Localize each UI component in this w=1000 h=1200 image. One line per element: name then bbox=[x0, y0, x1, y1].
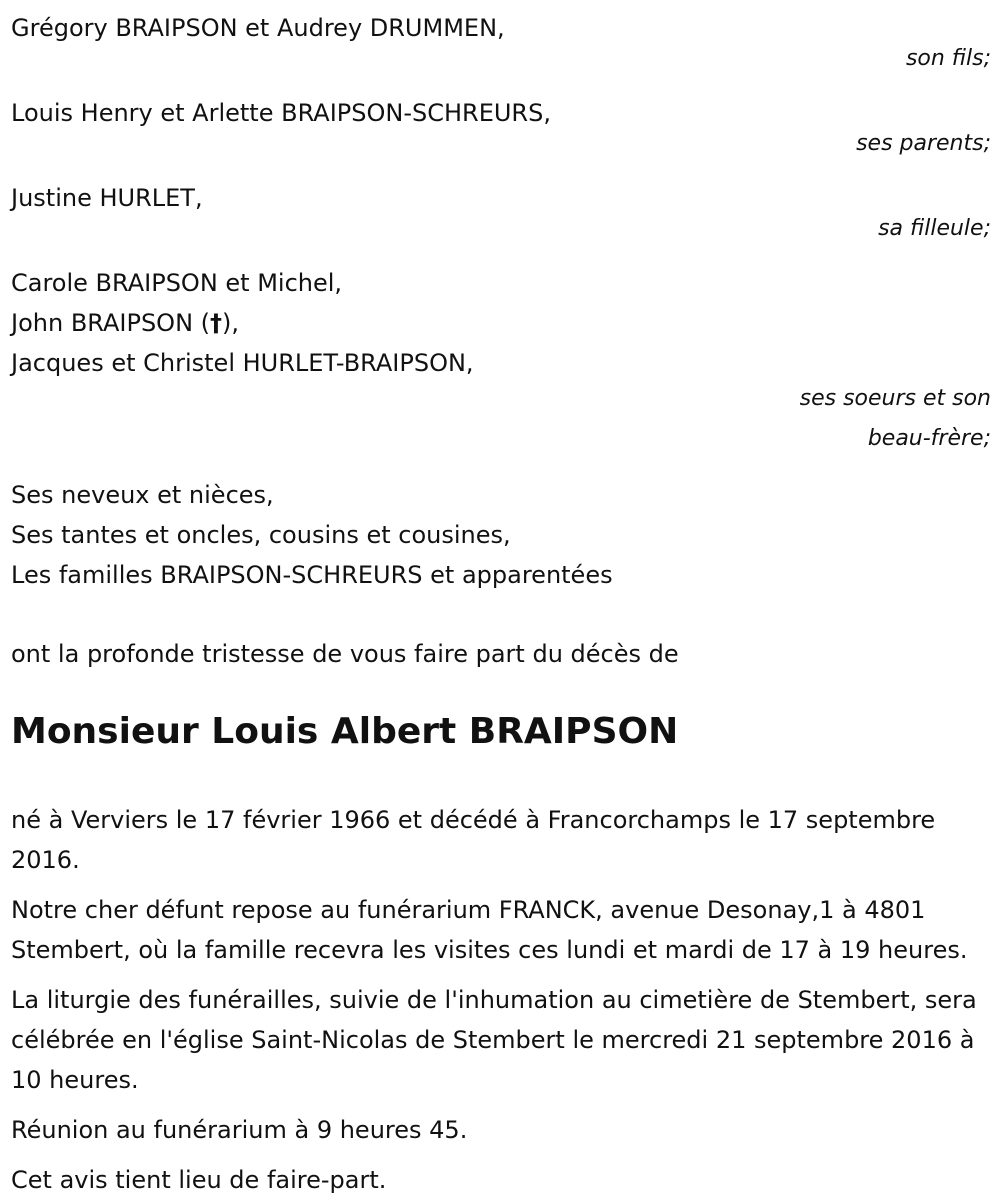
relation-parents: ses parents; bbox=[856, 131, 991, 156]
relation-son: son fils; bbox=[905, 46, 991, 71]
family-sibling-2 bbox=[11, 303, 991, 343]
sibling-2-prefix: John BRAIPSON ( bbox=[11, 309, 211, 337]
death-notice bbox=[11, 8, 991, 1200]
family-extended-2: Ses tantes et oncles, cousins et cousines, bbox=[11, 521, 511, 549]
announcement: ont la profonde tristesse de vous faire part du décès de bbox=[11, 640, 679, 668]
deceased-name: Monsieur Louis Albert BRAIPSON bbox=[11, 711, 679, 752]
birth-death-details: né à Verviers le 17 février 1966 et décédé à Francorchamps le 17 septembre 2016. bbox=[11, 806, 936, 874]
family-goddaughter: Justine HURLET, bbox=[11, 184, 203, 212]
family-extended-1: Ses neveux et nièces, bbox=[11, 481, 274, 509]
family-sibling-3: Jacques et Christel HURLET-BRAIPSON, bbox=[11, 349, 474, 377]
family-sibling-1: Carole BRAIPSON et Michel, bbox=[11, 269, 343, 297]
closing-note: Cet avis tient lieu de faire-part. bbox=[11, 1166, 387, 1194]
family-son-couple: Grégory BRAIPSON et Audrey DRUMMEN, bbox=[11, 14, 505, 42]
sibling-2-suffix: ), bbox=[222, 309, 240, 337]
funeral-home-details: Notre cher défunt repose au funérarium FRANCK, avenue Desonay,1 à 4801 Stembert, où la famille recevra les visites ces lundi et mardi de 17 à 19 heures. bbox=[11, 896, 968, 964]
liturgy-details: La liturgie des funérailles, suivie de l'inhumation au cimetière de Stembert, sera célébrée en l'église Saint-Nicolas de Stembert le mercredi 21 septembre 2016 à 10 heures. bbox=[11, 986, 977, 1094]
relation-siblings bbox=[11, 379, 991, 459]
relation-siblings-line-1: ses soeurs et son bbox=[799, 386, 991, 411]
family-extended-3: Les familles BRAIPSON-SCHREURS et apparentées bbox=[11, 561, 613, 589]
cross-icon: † bbox=[210, 309, 223, 337]
family-parents: Louis Henry et Arlette BRAIPSON-SCHREURS, bbox=[11, 99, 551, 127]
relation-siblings-line-2: beau-frère; bbox=[867, 426, 991, 451]
meeting-details: Réunion au funérarium à 9 heures 45. bbox=[11, 1116, 468, 1144]
relation-goddaughter: sa filleule; bbox=[878, 216, 991, 241]
